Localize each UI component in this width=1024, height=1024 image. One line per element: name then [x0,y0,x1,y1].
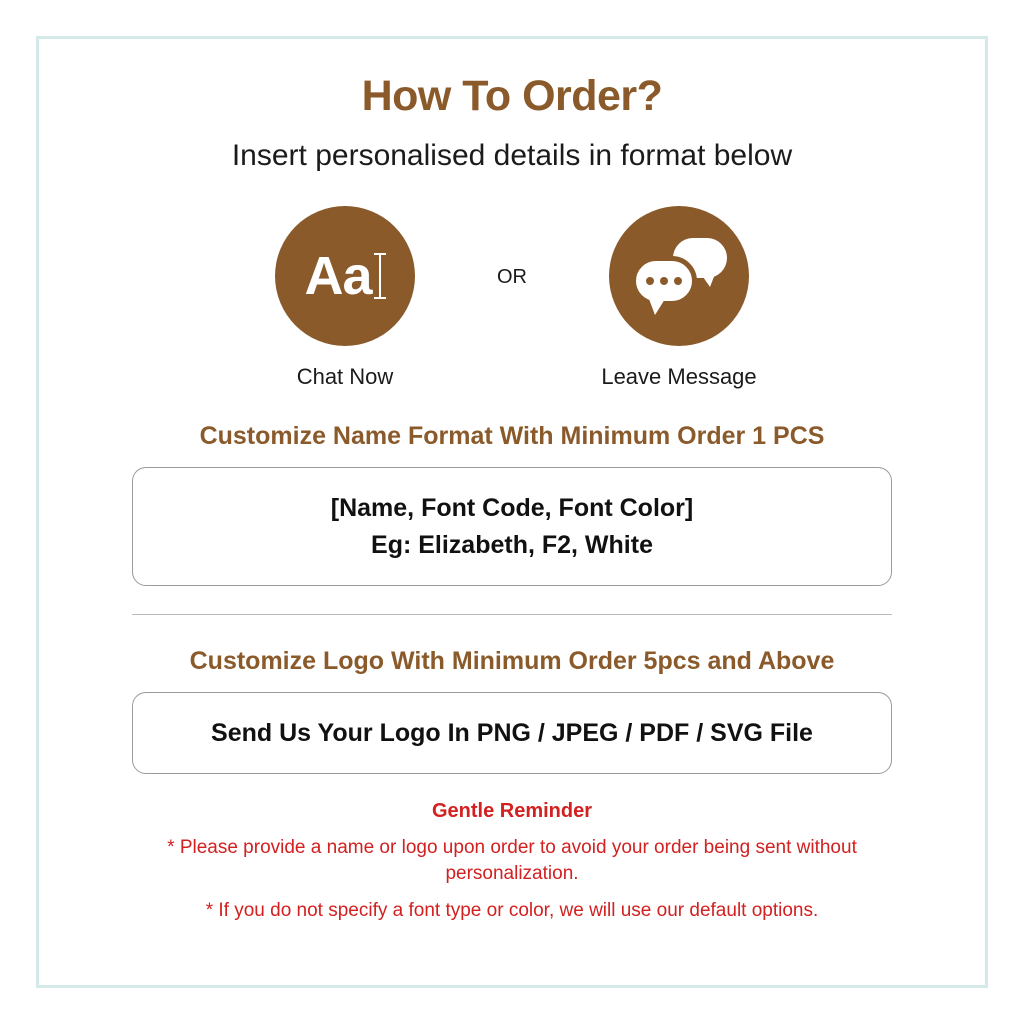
leave-message-icon-circle [609,206,749,346]
contact-channels [255,206,769,390]
chat-bubble-front [631,256,697,306]
section-heading-logo: Customize Logo With Minimum Order 5pcs and Above [189,646,835,675]
text-cursor-icon: Aa [304,246,372,307]
channel-chat-now[interactable] [255,206,435,390]
bubble-dot [646,277,654,285]
name-format-line-2: Eg: Elizabeth, F2, White [371,530,653,559]
channel-label-chat-now: Chat Now [296,364,394,390]
section-heading-name-format: Customize Name Format With Minimum Order 1 PCS [199,422,825,451]
page-subtitle: Insert personalised details in format below [231,139,793,173]
or-separator-label: OR [497,265,527,288]
bubble-dot [674,277,682,285]
section-divider [132,614,892,615]
reminder-title: Gentle Reminder [431,800,593,823]
name-format-box [132,467,892,586]
chat-now-icon-circle [275,206,415,346]
channel-leave-message[interactable] [589,206,769,390]
channel-label-leave-message: Leave Message [601,364,757,390]
reminder-line-1: * Please provide a name or logo upon order to avoid your order being sent without personalization. [167,837,857,884]
bubble-dot [660,277,668,285]
logo-format-line-1: Send Us Your Logo In PNG / JPEG / PDF / SVG File [211,718,813,747]
reminder-line-2: * If you do not specify a font type or color, we will use our default options. [205,900,819,922]
name-format-line-1: [Name, Font Code, Font Color] [330,494,694,523]
caret-icon [374,253,386,299]
page-title: How To Order? [361,72,663,120]
poster-frame [36,36,988,988]
logo-format-box [132,692,892,774]
chat-bubbles-icon [631,238,727,314]
